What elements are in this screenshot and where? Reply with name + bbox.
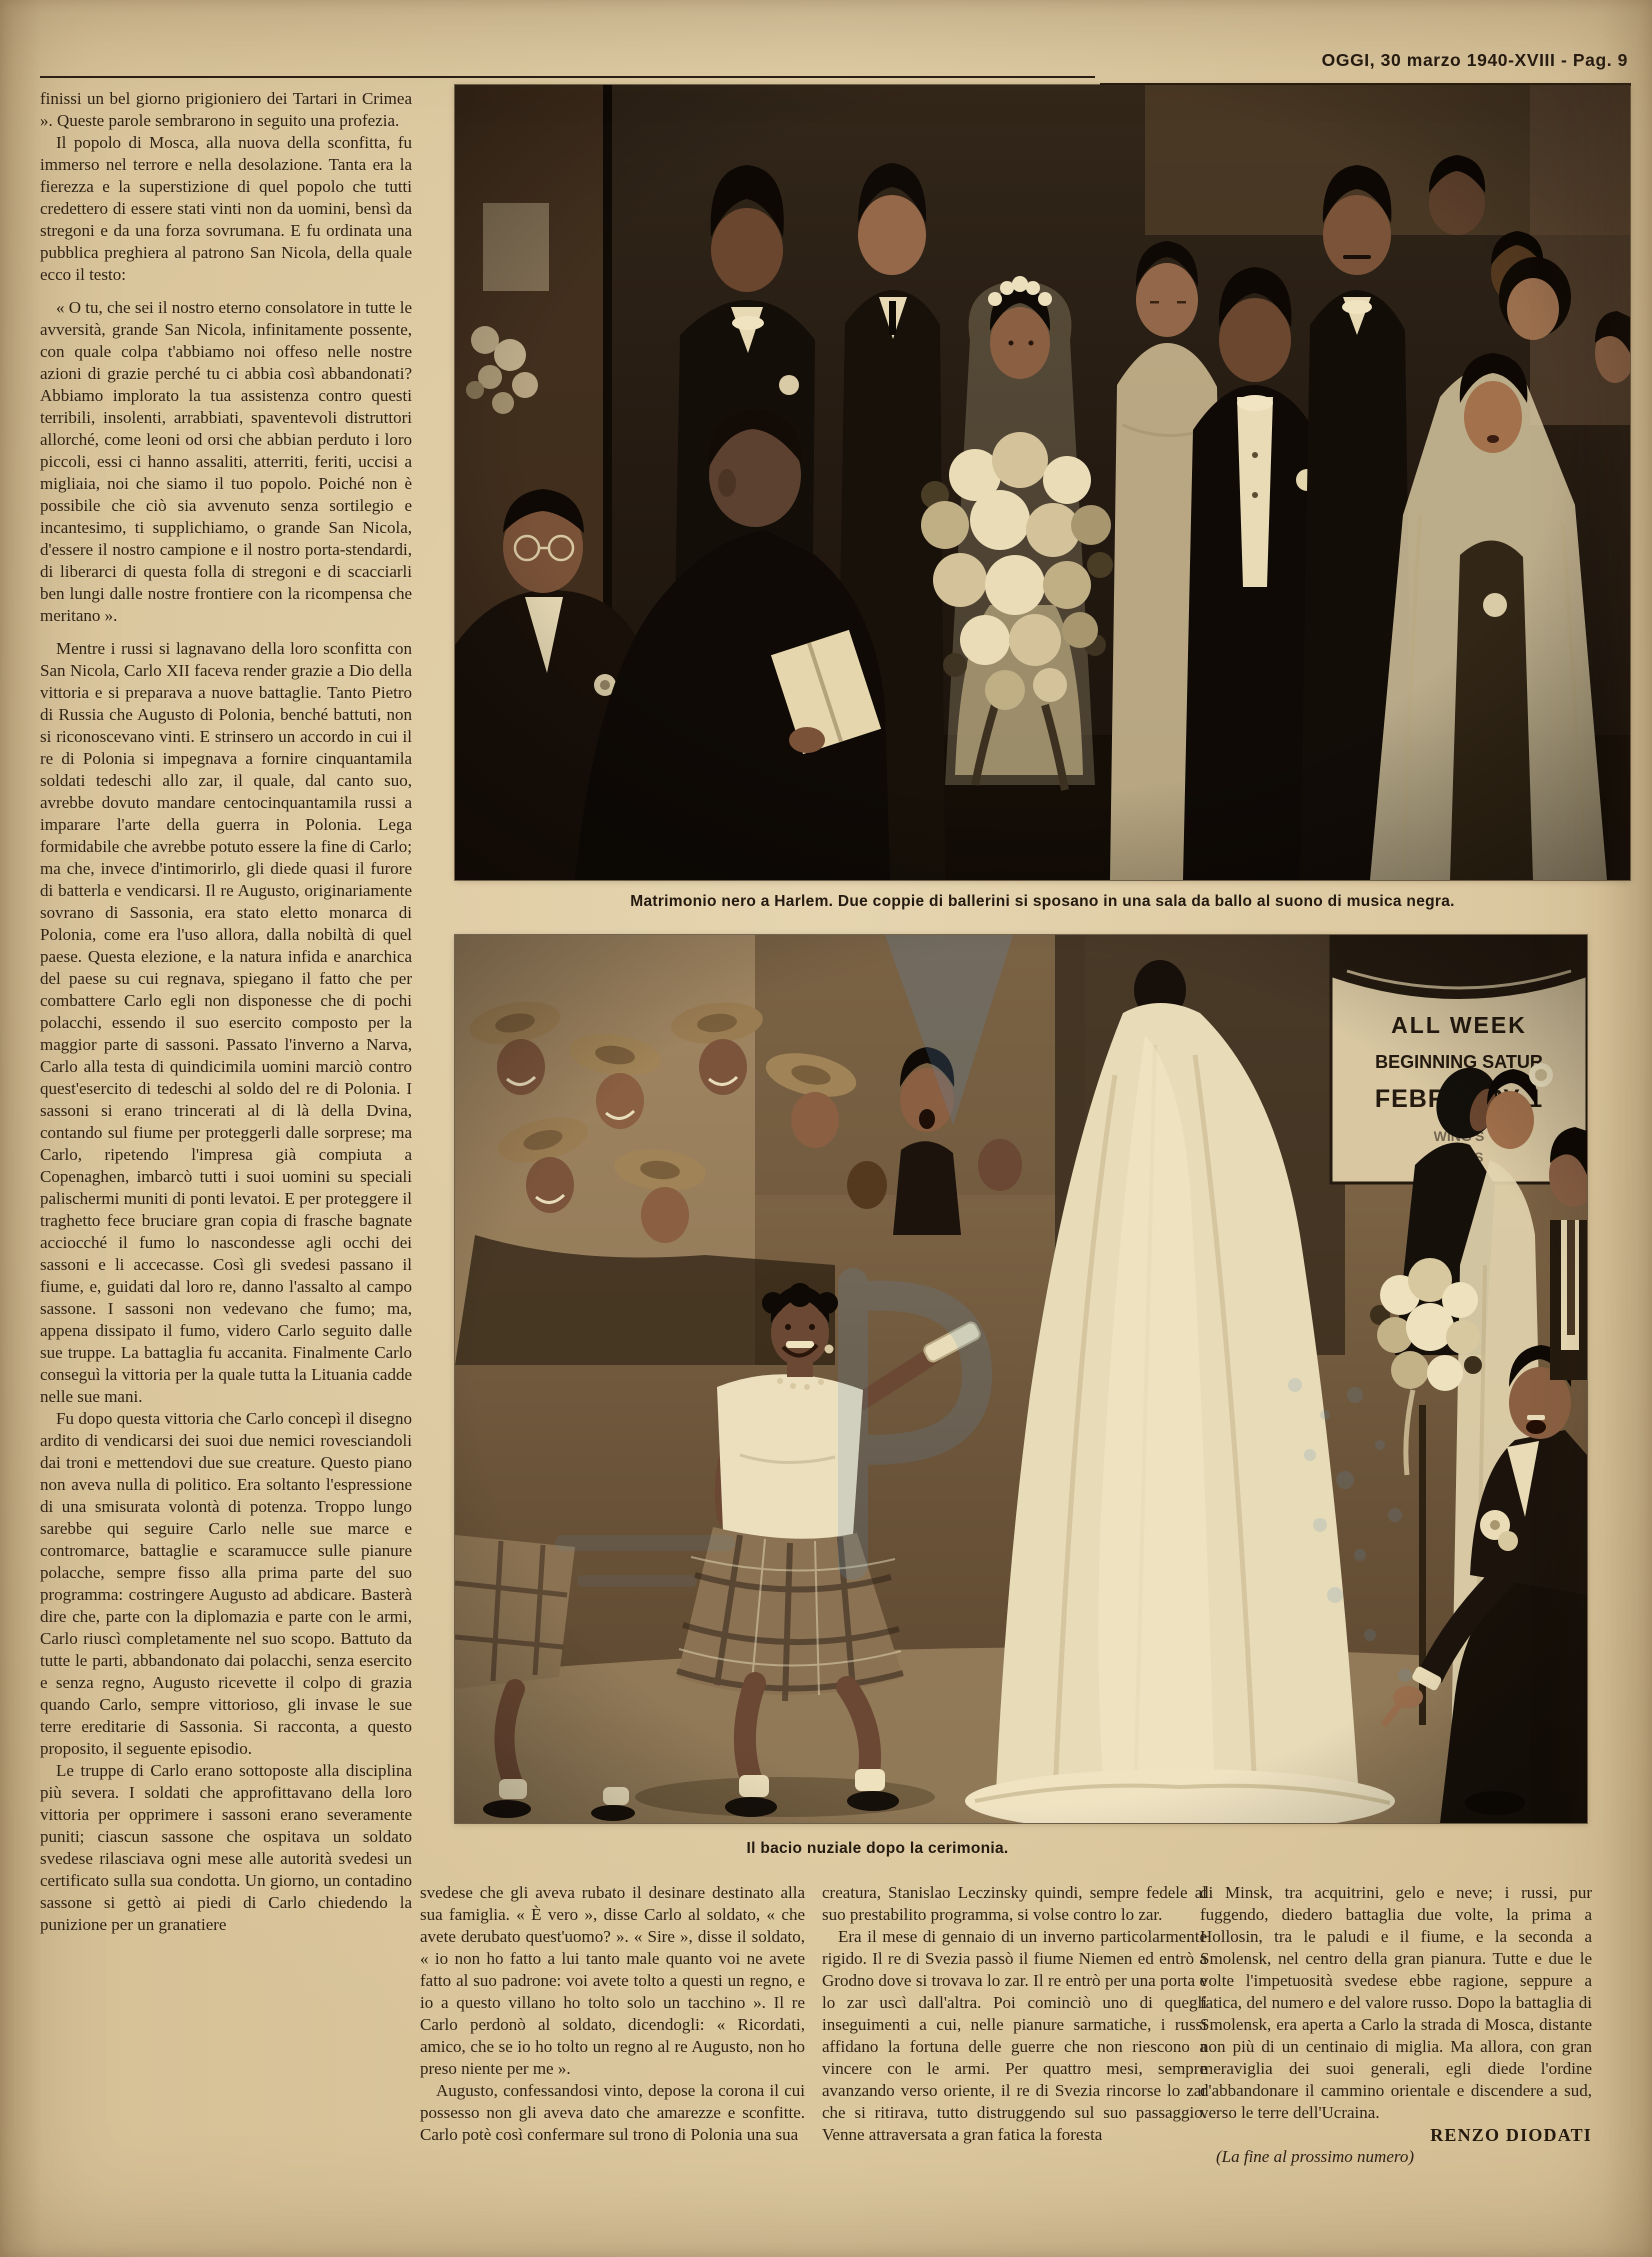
photo-vignette [455,935,1587,1823]
photo-harlem-wedding [455,85,1630,880]
article-column-3 [822,1882,1207,2146]
paragraph: Il popolo di Mosca, alla nuova della sconfitta, fu immerso nel terrore e nella desolazione. Tanta era la fierezza e la superstizione di quel popolo che tutti credettero di essere stati vinti non da uomini, bensì da stregoni e da una forza sovrumana. E fu ordinata una pubblica preghiera al patrono San Nicola, della quale ecco il testo: [40,133,412,284]
article-column-2 [420,1882,805,2146]
photo-nuptial-kiss [455,935,1587,1823]
paragraph: Mentre i russi si lagnavano della loro sconfitta con San Nicola, Carlo XII faceva render grazie a Dio della vittoria e si preparava a nuove battaglie. Tanto Pietro di Russia che Augusto di Polonia, benché battuti, non si riconoscevano vinti. E strinsero un accordo in cui il re di Polonia si impegnava a fornire cinquantamila soldati tedeschi allo zar, il quale, dal canto suo, avrebbe dovuto mandare centocinquantamila russi a imparare l'arte della guerra in Polonia. Lega formidabile che avrebbe potuto essere la fine di Carlo; ma che, invece d'intimorirlo, gli diede quasi il furore di batterla e vendicarsi. Il re Augusto, originariamente sovrano di Sassonia, era stato eletto monarca di Polonia, come era l'uso allora, dalla nobiltà di quel paese. Questa elezione, e la natura infida e anarchica del paese su cui regnava, spiegano il fatto che per combattere Carlo egli non disponesse che di pochi polacchi, essendo il suo esercito composto per la maggior parte di sassoni. Passato l'inverno a Narva, Carlo alla testa di quindicimila uomini marciò contro quest'esercito di tedeschi al soldo del re di Polonia. I sassoni si erano trincerati al di là della Dvina, contando sul fiume per proteggerli dalle sorprese; ma Carlo, ripetendo l'impresa già compiuta a Copenaghen, imbarcò tutti i suoi uomini su speciali palischermi muniti di ponti levatoi. E per proteggere il traghetto fece bruciare gran copia di frasche bagnate acciocché il fumo lo nascondesse agli occhi dei sassoni e li accecasse. Così gli svedesi passano il fiume, e, guidati dal loro re, danno l'assalto al campo sassone. I sassoni non vedevano che fumo; ma, appena dissipato il fumo, videro Carlo seguito dalle sue truppe. La battaglia fu accanita. Finalmente Carlo conseguì la vittoria per la quale tutta la Lituania cadde nelle sue mani. [40,639,412,1406]
paragraph-prayer-quote: « O tu, che sei il nostro eterno consolatore in tutte le avversità, grande San Nicola, infinitamente possente, con quale colpa t'abbiamo noi offeso nelle nostre azioni di grazie perché tu ci abbia così abbandonati? Abbiamo implorato la tua assistenza contro questi terribili, insolenti, arrabbiati, spaventevoli distruttori allorché, come leoni od orsi che abbian perduto i loro piccoli, essi ci hanno assaliti, atterriti, feriti, uccisi a migliaia, noi che siamo il tuo popolo. Poiché non è possibile che ciò sia avvenuto senza sortilegio e incantesimo, ti supplichiamo, o grande San Nicola, d'essere il nostro campione e il nostro porta-stendardi, di liberarci di questa folla di stregoni e di scacciarli ben lungi dalle nostre frontiere con la ricompensa che meritano ». [40,298,412,625]
continuation-note: (La fine al prossimo numero) [1216,2147,1415,2166]
paragraph: Le truppe di Carlo erano sottoposte alla disciplina più severa. I soldati che approfittavano della loro vittoria per opprimere i sassoni erano severamente puniti; ciascun sassone che ospitava un soldato svedese rilasciava ogni mese alle autorità svedesi un certificato sulla sua condotta. Un giorno, un contadino sassone si gettò ai piedi di Carlo chiedendo la punizione per un granatiere [40,1761,412,1934]
harlem-wedding-illustration [455,85,1630,880]
photo-vignette [455,85,1630,880]
paragraph: svedese che gli aveva rubato il desinare destinato alla sua famiglia. « È vero », disse Carlo al soldato, « che avete derubato quest'uomo? ». « Sire », disse il soldato, « io non ho fatto a lui tanto male quanto voi ne avete fatto al suo padrone: voi avete tolto a questi un regno, e io a questo villano ho tolto solo un tacchino ». Il re Carlo perdonò al soldato, dicendogli: « Ricordati, amico, che se io ho tolto un regno al re Augusto, non ho preso niente per me ». [420,1883,805,2078]
paragraph: di Minsk, tra acquitrini, gelo e neve; i russi, pur fuggendo, diedero battaglia due volte, la prima a Hollosin, tra le paludi e il fiume, e la seconda a Smolensk, nel centro della gran pianura. Tutte e due le volte l'impetuosità svedese ebbe ragione, seppure a fatica, del numero e del valore russo. Dopo la battaglia di Smolensk, era aperta a Carlo la strada di Mosca, distante non più di un centinaio di miglia. Ma allora, con gran meraviglia dei suoi generali, egli diede l'ordine d'abbandonare il cammino orientale e discendere a sud, verso le terre dell'Ucraina. [1200,1883,1592,2122]
article-column-4 [1200,1882,1592,2168]
paragraph: Era il mese di gennaio di un inverno particolarmente rigido. Il re di Svezia passò il fiume Niemen ed entrò a Grodno dove si trovava lo zar. Il re entrò per una porta e lo zar uscì dall'altra. Poi cominciò uno di quegli inseguimenti a cui, nelle pianure sarmatiche, i russi affidano la fortuna delle guerre che non riescono a vincere con le armi. Per quattro mesi, sempre avanzando verso oriente, il re di Svezia rincorse lo zar che si ritirava, tutto distruggendo sul suo passaggio. Venne attraversata a gran fatica la foresta [822,1927,1207,2144]
paragraph: Augusto, confessandosi vinto, depose la corona il cui possesso non gli aveva dato che amarezze e sconfitte. Carlo potè così confermare sul trono di Polonia una sua [420,2081,805,2144]
paragraph: finissi un bel giorno prigioniero dei Tartari in Crimea ». Queste parole sembrarono in seguito una profezia. [40,89,412,130]
header-rule-left [40,76,1095,78]
paragraph: creatura, Stanislao Leczinsky quindi, sempre fedele al suo prestabilito programma, si volse contro lo zar. [822,1883,1207,1924]
masthead: OGGI, 30 marzo 1940-XVIII - Pag. 9 [1321,50,1628,70]
photo1-caption: Matrimonio nero a Harlem. Due coppie di ballerini si sposano in una sala da ballo al suono di musica negra. [630,893,1455,910]
nuptial-kiss-illustration [455,935,1587,1823]
photo2-caption: Il bacio nuziale dopo la cerimonia. [746,1840,1009,1857]
paragraph: Fu dopo questa vittoria che Carlo concepì il disegno ardito di vendicarsi dei suoi due nemici rovesciandoli dai troni e mettendovi due sue creature. Questo piano non aveva nulla di politico. Era soltanto l'espressione di una smisurata volontà di potenza. Troppo lungo sarebbe qui seguire Carlo nelle sue marce e contromarce, battaglie e scaramucce sulle pianure polacche, sempre fisso alla prima parte del suo programma: costringere Augusto ad abdicare. Basterà dire che, parte con la diplomazia e parte con le armi, Carlo riuscì completamente nel suo scopo. Battuto da tutte le parti, abbandonato dai polacchi, senza esercito e senza regno, Augusto ricevette il colpo di grazia quando Carlo, sempre vittorioso, gli invase le sue terre ereditarie di Sassonia. Si racconta, a questo proposito, il seguente episodio. [40,1409,412,1758]
article-column-left [40,88,412,1936]
author-byline: RENZO DIODATI [1430,2125,1592,2145]
